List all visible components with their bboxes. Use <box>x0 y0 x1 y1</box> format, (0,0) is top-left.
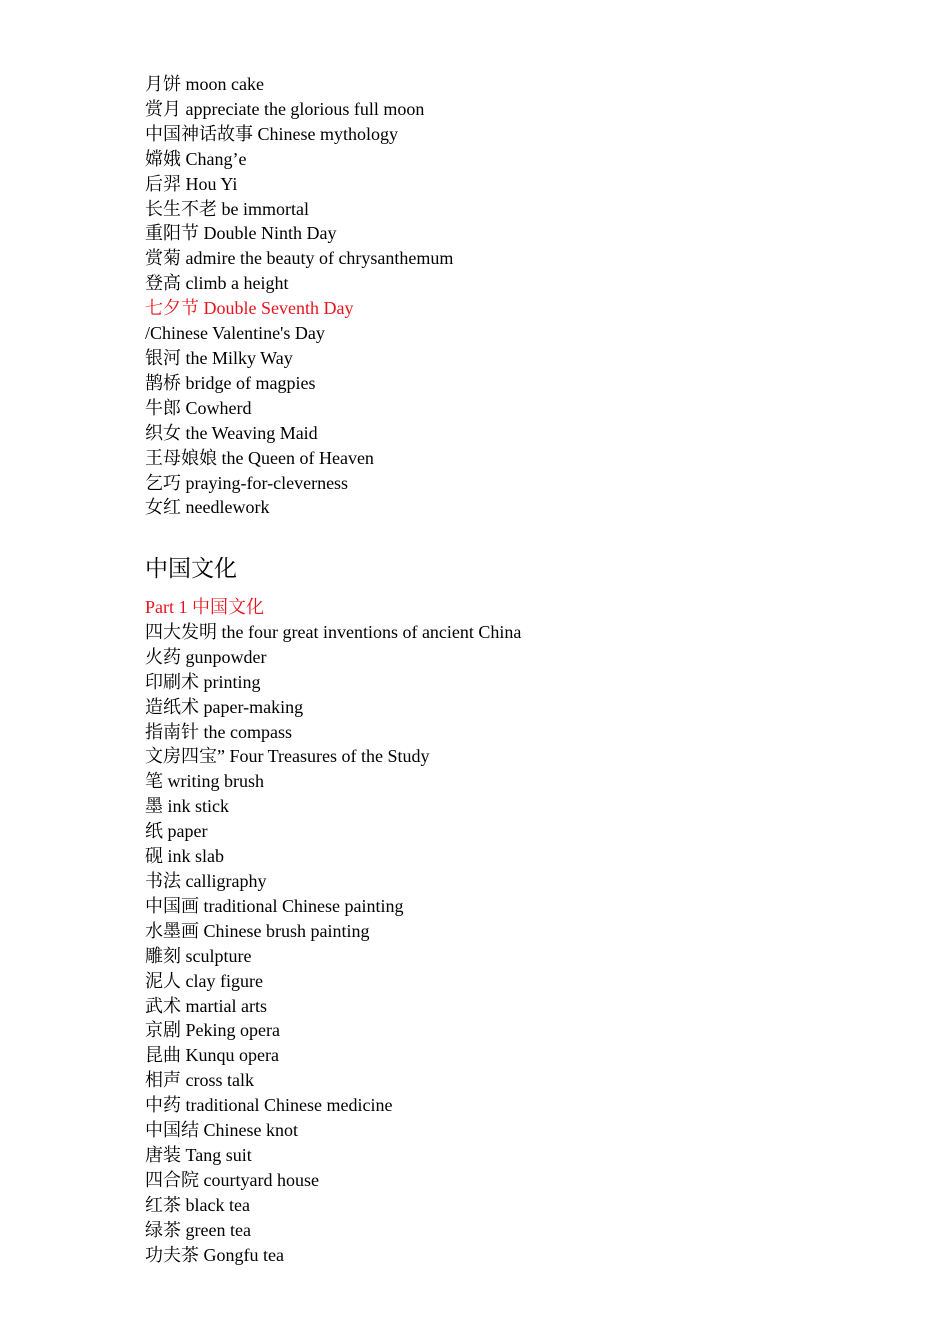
term-line: 水墨画 Chinese brush painting <box>145 920 370 941</box>
term-line: 绿茶 green tea <box>145 1219 251 1240</box>
term-line: 登高 climb a height <box>145 273 289 294</box>
term-line: 相声 cross talk <box>145 1070 254 1091</box>
term-line: 鹊桥 bridge of magpies <box>145 372 316 393</box>
term-line: 月饼 moon cake <box>145 74 264 94</box>
term-line: 京剧 Peking opera <box>145 1020 280 1041</box>
term-line: 嫦娥 Chang’e <box>145 148 247 169</box>
term-line: 印刷术 printing <box>145 671 261 692</box>
term-line: 牛郎 Cowherd <box>145 397 252 418</box>
term-line: 火药 gunpowder <box>145 646 267 667</box>
term-line: 武术 martial arts <box>145 995 267 1016</box>
highlighted-term-line: 七夕节 Double Seventh Day <box>145 298 354 319</box>
term-line: 唐装 Tang suit <box>145 1144 252 1165</box>
term-line: 四大发明 the four great inventions of ancient China <box>145 621 522 642</box>
term-line: 女红 needlework <box>145 497 270 518</box>
term-line: 功夫茶 Gongfu tea <box>145 1244 284 1265</box>
term-line: 昆曲 Kunqu opera <box>145 1045 279 1066</box>
term-line: 中药 traditional Chinese medicine <box>145 1095 393 1116</box>
term-line: 雕刻 sculpture <box>145 945 252 966</box>
term-line: 银河 the Milky Way <box>145 347 293 368</box>
term-line: 指南针 the compass <box>145 721 292 742</box>
term-line: 中国画 traditional Chinese painting <box>145 895 404 916</box>
term-line: 泥人 clay figure <box>145 970 263 991</box>
term-line: 笔 writing brush <box>145 771 264 792</box>
term-line: 四合院 courtyard house <box>145 1169 319 1190</box>
term-line: 造纸术 paper-making <box>145 696 304 717</box>
term-line: 王母娘娘 the Queen of Heaven <box>145 447 374 468</box>
term-line: 红茶 black tea <box>145 1194 250 1215</box>
term-line: 中国神话故事 Chinese mythology <box>145 123 398 144</box>
culture-term-list <box>145 595 521 1267</box>
festival-term-list <box>145 72 453 520</box>
section-heading: 中国文化 <box>145 556 237 581</box>
term-line: 赏菊 admire the beauty of chrysanthemum <box>145 248 454 269</box>
term-line: 中国结 Chinese knot <box>145 1120 298 1141</box>
term-line: 乞巧 praying-for-cleverness <box>145 472 349 493</box>
term-line: /Chinese Valentine's Day <box>145 323 325 344</box>
term-line: 砚 ink slab <box>145 846 224 867</box>
term-line: 重阳节 Double Ninth Day <box>145 223 337 244</box>
term-line: 书法 calligraphy <box>145 870 267 891</box>
term-line: 纸 paper <box>145 821 208 842</box>
term-line: 文房四宝” Four Treasures of the Study <box>145 746 430 767</box>
term-line: 赏月 appreciate the glorious full moon <box>145 98 425 119</box>
term-line: 长生不老 be immortal <box>145 198 309 219</box>
term-line: 墨 ink stick <box>145 796 229 817</box>
part-label: Part 1 中国文化 <box>145 597 264 617</box>
term-line: 后羿 Hou Yi <box>145 173 238 194</box>
term-line: 织女 the Weaving Maid <box>145 422 318 443</box>
